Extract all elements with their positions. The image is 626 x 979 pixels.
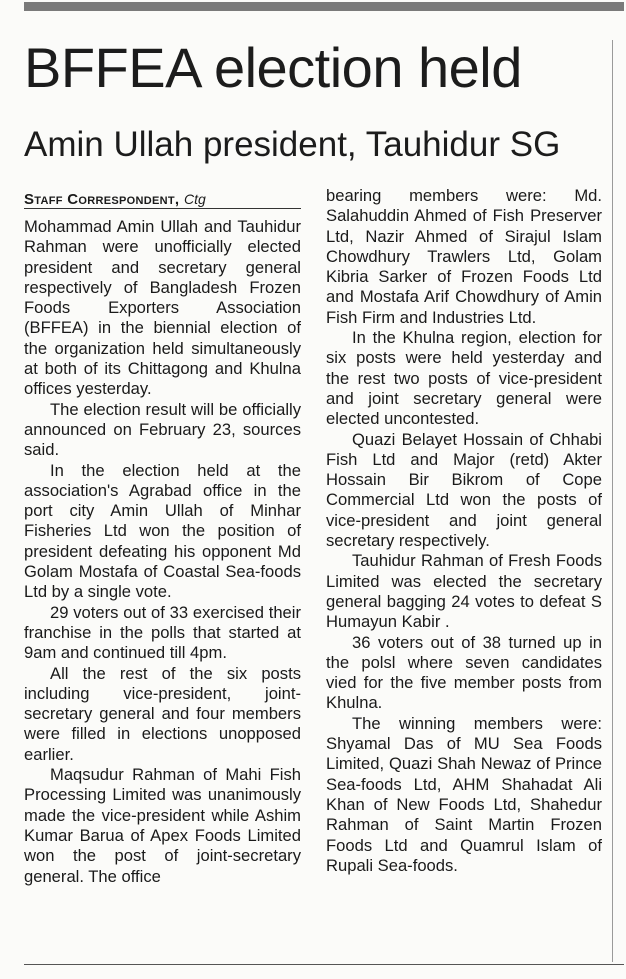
article-column-left — [24, 186, 301, 887]
paragraph: All the rest of the six posts including vice-president, joint-secretary general and four members were filled in elections unopposed earlier. — [24, 663, 301, 764]
paragraph: In the Khulna region, election for six posts were held yesterday and the rest two posts of vice-president and joint secretary general were elected uncontested. — [326, 328, 602, 429]
byline — [24, 186, 301, 209]
subheadline: Amin Ullah president, Tauhidur SG — [24, 125, 561, 164]
article-column-right — [326, 186, 602, 876]
paragraph: Tauhidur Rahman of Fresh Foods Limited was elected the secretary general bagging 24 votes to defeat S Humayun Kabir . — [326, 551, 602, 632]
paragraph: Mohammad Amin Ullah and Tauhidur Rahman were unofficially elected president and secretary general respectively of Bangladesh Frozen Foods Exporters Association (BFFEA) in the biennial election of the organization held simultaneously at both of its Chittagong and Khulna offices yesterday. — [24, 217, 301, 399]
paragraph: 29 voters out of 33 exercised their franchise in the polls that started at 9am and continued till 4pm. — [24, 602, 301, 663]
paragraph: The election result will be officially announced on February 23, sources said. — [24, 399, 301, 460]
paragraph: Maqsudur Rahman of Mahi Fish Processing Limited was unanimously made the vice-president while Ashim Kumar Barua of Apex Foods Limited won the post of joint-secretary general. The office — [24, 765, 301, 886]
paragraph: 36 voters out of 38 turned up in the polsl where seven candidates vied for the five member posts from Khulna. — [326, 632, 602, 713]
paragraph: In the election held at the association's Agrabad office in the port city Amin Ullah of Minhar Fisheries Ltd won the position of president defeating his opponent Md Golam Mostafa of Coastal Sea-foods Ltd by a single vote. — [24, 460, 301, 602]
byline-name: Staff Correspondent, — [24, 191, 180, 208]
paragraph: The winning members were: Shyamal Das of MU Sea Foods Limited, Quazi Shah Newaz of Prince Sea-foods Ltd, AHM Shahadat Ali Khan of New Foods Ltd, Shahedur Rahman of Saint Martin Frozen Foods Ltd and Quamrul Islam of Rupali Sea-foods. — [326, 713, 602, 875]
paragraph: Quazi Belayet Hossain of Chhabi Fish Ltd and Major (retd) Akter Hossain Bir Bikrom of Cope Commercial Ltd won the posts of vice-president and joint general secretary respectively. — [326, 429, 602, 551]
headline: BFFEA election held — [24, 36, 522, 99]
byline-location: Ctg — [183, 191, 206, 207]
top-rule-bar — [24, 2, 624, 11]
bottom-rule — [24, 964, 624, 965]
paragraph-continued: bearing members were: Md. Salahuddin Ahmed of Fish Preserver Ltd, Nazir Ahmed of Sirajul Islam Chowdhury Trawlers Ltd, Golam Kibria Sarker of Frozen Foods Ltd and Mostafa Arif Chowdhury of Amin Fish Firm and Industries Ltd. — [326, 186, 602, 327]
column-divider — [612, 40, 613, 962]
